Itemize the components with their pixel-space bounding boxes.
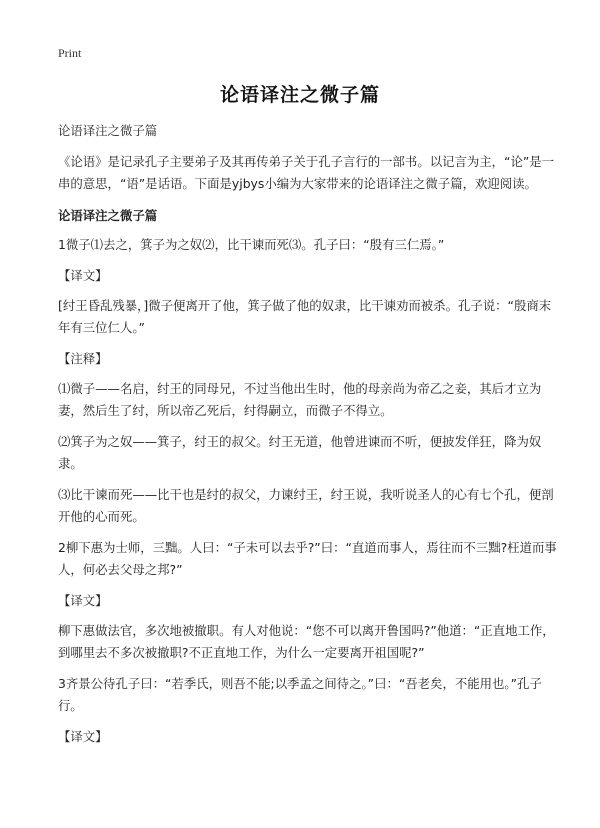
intro-paragraph: 《论语》是记录孔子主要弟子及其再传弟子关于孔子言行的一部书。以记言为主，“论”是一串的意思，“语”是话语。下面是yjbys小编为大家带来的论语译注之微子篇，欢迎阅读。: [58, 154, 555, 191]
passage-3: 3齐景公待孔子曰：“若季氏，则吾不能;以季孟之间待之。”曰：“吾老矣，不能用也。”孔子行。: [58, 676, 542, 713]
passage-1: 1微子⑴去之，箕子为之奴⑵，比干谏而死⑶。孔子曰：“殷有三仁焉。”: [58, 237, 445, 252]
translation-2: 柳下惠做法官，多次地被撤职。有人对他说：“您不可以离开鲁国吗?”他道：“正直地工作，到哪里去不多次被撤职?不正直地工作，为什么一定要离开祖国呢?”: [58, 623, 555, 660]
translation-heading-3: 【译文】: [58, 729, 108, 744]
section-heading: 论语译注之微子篇: [58, 208, 158, 223]
passage-2: 2柳下惠为士师，三黜。人曰：“子未可以去乎?”曰：“直道而事人，焉往而不三黜?枉道而事人，何必去父母之邦?”: [58, 540, 557, 577]
note-3: ⑶比干谏而死——比干也是纣的叔父，力谏纣王，纣王说，我听说圣人的心有七个孔，便剖开他的心而死。: [58, 487, 554, 524]
translation-heading-2: 【译文】: [58, 593, 108, 608]
page-title: 论语译注之微子篇: [219, 84, 380, 106]
translation-1: [纣王昏乱残暴，]微子便离开了他，箕子做了他的奴隶，比干谏劝而被杀。孔子说：“殷商末年有三位仁人。”: [58, 298, 552, 335]
print-label: Print: [58, 46, 82, 60]
note-2: ⑵箕子为之奴——箕子，纣王的叔父。纣王无道，他曾进谏而不听，便披发佯狂，降为奴隶。: [58, 434, 542, 471]
article-body: [58, 120, 558, 756]
note-1: ⑴微子——名启，纣王的同母兄，不过当他出生时，他的母亲尚为帝乙之妾，其后才立为妻，然后生了纣，所以帝乙死后，纣得嗣立，而微子不得立。: [58, 381, 542, 418]
article-subtitle: 论语译注之微子篇: [58, 123, 158, 138]
notes-heading: 【注释】: [58, 351, 108, 366]
translation-heading-1: 【译文】: [58, 268, 108, 283]
